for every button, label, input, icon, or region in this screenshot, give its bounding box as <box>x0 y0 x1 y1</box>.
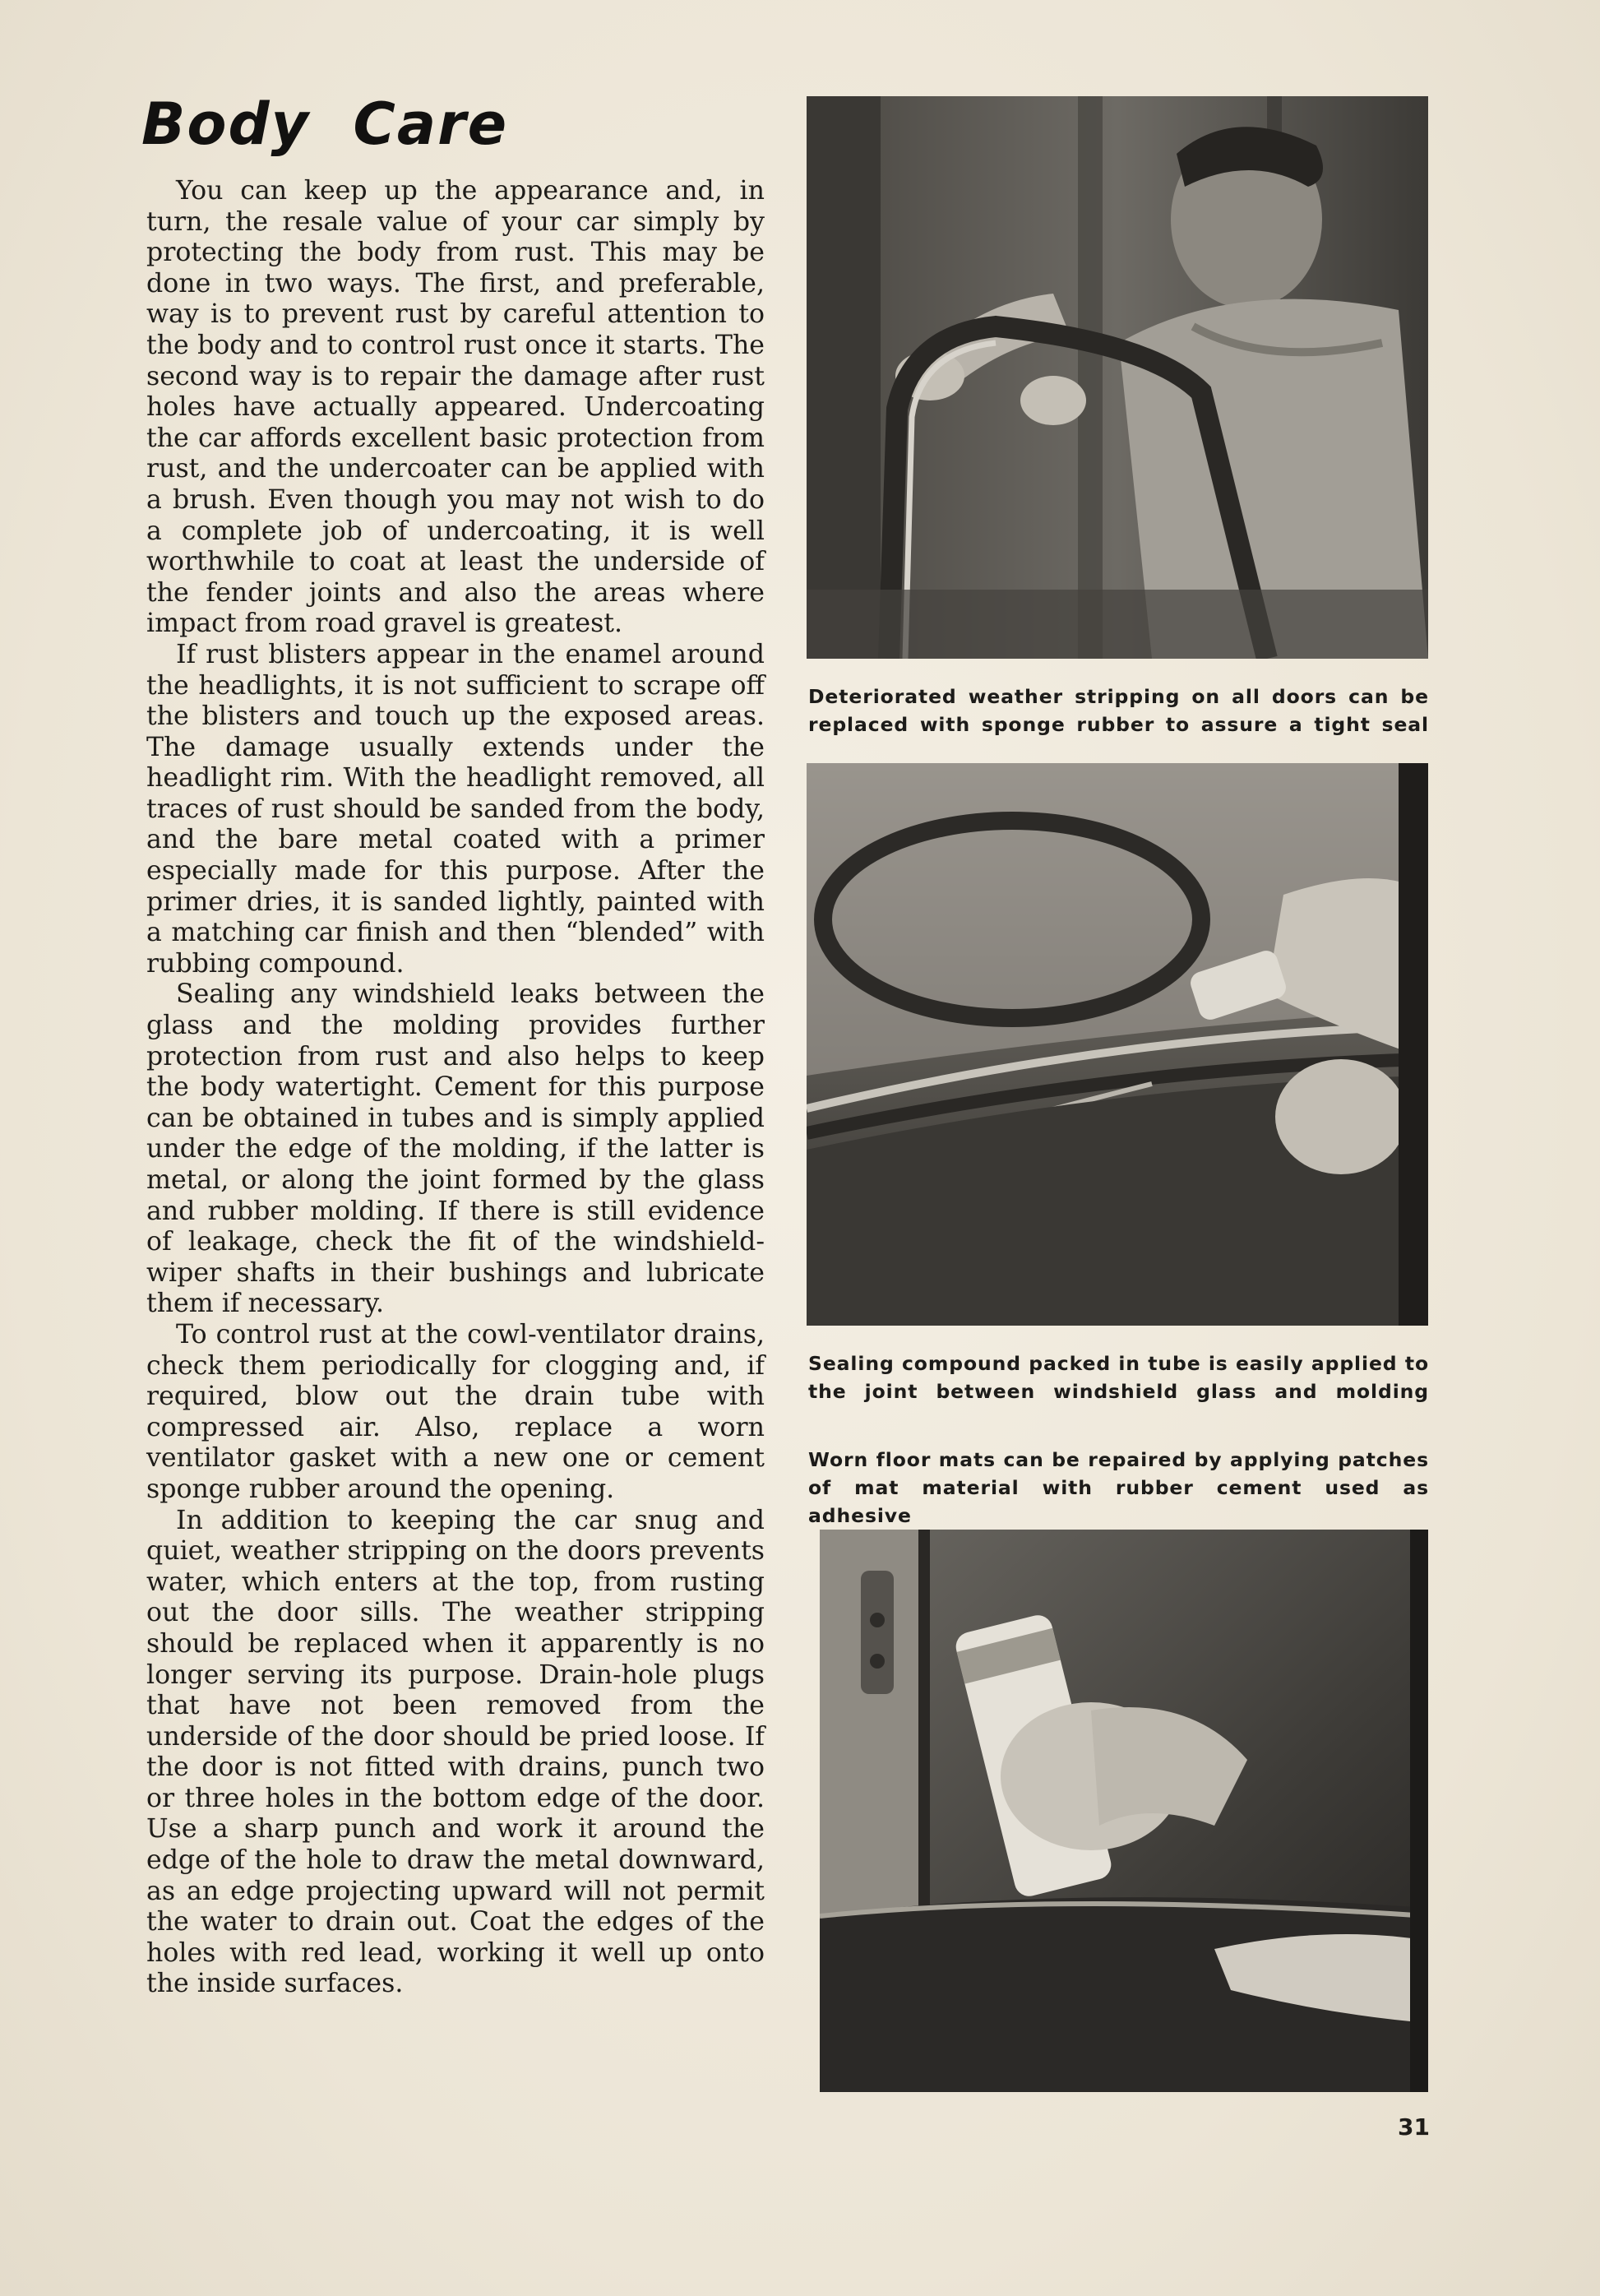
weather-stripping-photo <box>807 96 1428 659</box>
floor-mats-caption: Worn floor mats can be repaired by applying patches of mat material with rubber cement used as adhesive <box>808 1448 1429 1527</box>
sealing-compound-caption: Sealing compound packed in tube is easily applied to the joint between windshield glass and molding <box>808 1352 1429 1403</box>
weather-stripping-caption: Deteriorated weather stripping on all doors can be replaced with sponge rubber to assure a tight seal <box>808 685 1429 736</box>
floor-mats-photo <box>820 1530 1428 2092</box>
page-title: Body Care <box>141 90 509 158</box>
sealing-compound-photo <box>807 763 1428 1326</box>
page-number: 31 <box>1398 2113 1430 2141</box>
paragraph-rust-blisters: If rust blisters appear in the enamel around the headlights, it is not sufficient to scrape off the blisters and touch up the exposed areas. The damage usually extends under the headlight rim. With the headlight removed, all traces of rust should be sanded from the body, and the bare metal coated with a primer especially made for this purpose. After the primer dries, it is sanded lightly, painted with a matching car finish and then “blended” with rubbing compound. <box>146 639 765 979</box>
paragraph-cowl-ventilator: To control rust at the cowl-ventilator drains, check them periodically for clogging and, if required, blow out the drain tube with compressed air. Also, replace a worn ventilator gasket with a new one or cement sponge rubber around the opening. <box>146 1319 765 1504</box>
paragraph-weather-stripping: In addition to keeping the car snug and quiet, weather stripping on the doors prevents water, which enters at the top, from rusting out the door sills. The weather stripping should be replaced when it apparently is no longer serving its purpose. Drain-hole plugs that have not been removed from the underside of the door should be pried loose. If the door is not fitted with drains, punch two or three holes in the bottom edge of the door. Use a sharp punch and work it around the edge of the hole to draw the metal downward, as an edge projecting upward will not permit the water to drain out. Coat the edges of the holes with red lead, working it well up onto the inside surfaces. <box>146 1505 765 1999</box>
article-body <box>146 176 765 2000</box>
paragraph-undercoating: You can keep up the appearance and, in turn, the resale value of your car simply by protecting the body from rust. This may be done in two ways. The first, and preferable, way is to prevent rust by careful attention to the body and to control rust once it starts. The second way is to repair the damage after rust holes have actually appeared. Undercoating the car affords excellent basic protection from rust, and the undercoater can be applied with a brush. Even though you may not wish to do a complete job of undercoating, it is well worthwhile to coat at least the underside of the fender joints and also the areas where impact from road gravel is greatest. <box>146 176 765 639</box>
paragraph-windshield-leaks: Sealing any windshield leaks between the glass and the molding provides further protection from rust and also helps to keep the body watertight. Cement for this purpose can be obtained in tubes and is simply applied under the edge of the molding, if the latter is metal, or along the joint formed by the glass and rubber molding. If there is still evidence of leakage, check the fit of the windshield-wiper shafts in their bushings and lubricate them if necessary. <box>146 979 765 1319</box>
